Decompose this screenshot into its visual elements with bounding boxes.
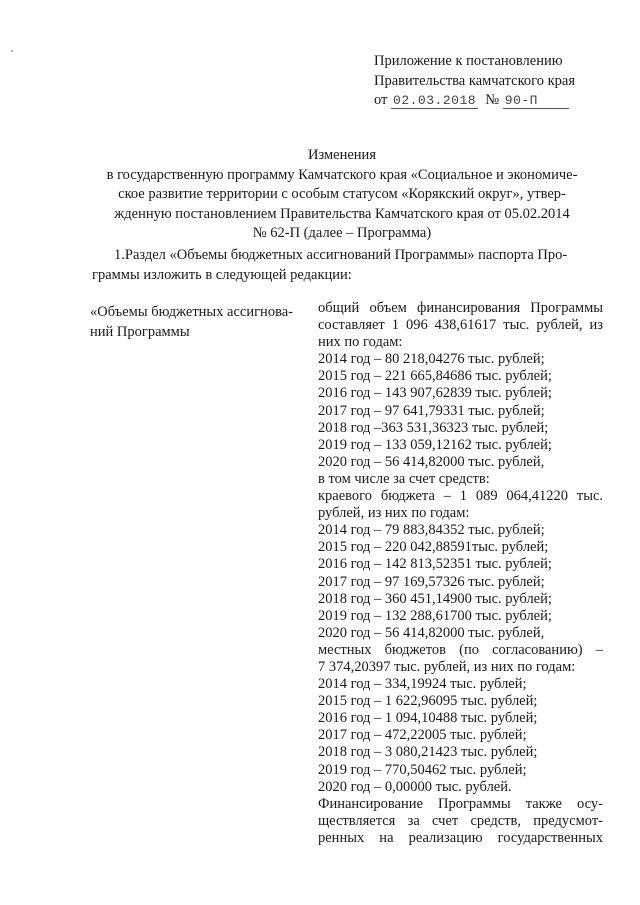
title-line: ское развитие территории с особым статусом «Корякский округ», утвер- (118, 186, 566, 202)
section-label-line: ний Программы (90, 323, 190, 340)
document-date: 02.03.2018 (393, 93, 477, 108)
funding-line: ществляется за счет средств, предусмот- (318, 812, 603, 829)
funding-line: 2016 год – 143 907,62839 тыс. рублей; (318, 385, 552, 402)
funding-line: 2017 год – 97 169,57326 тыс. рублей; (318, 573, 545, 590)
funding-line: ренных на реализацию государственных (318, 829, 603, 846)
paragraph-1-line: 1.Раздел «Объемы бюджетных ассигнований Программы» паспорта Про- (114, 247, 568, 263)
appendix-line-2: Правительства камчатского края (374, 72, 576, 89)
funding-line: краевого бюджета – 1 089 064,41220 тыс. (318, 488, 603, 505)
document-title (62, 146, 622, 244)
date-prefix: от (374, 92, 388, 108)
funding-line: 2015 год – 1 622,96095 тыс. рублей; (318, 693, 538, 710)
funding-line: рублей, из них по годам: (318, 505, 470, 522)
funding-line: 2016 год – 1 094,10488 тыс. рублей; (318, 710, 538, 727)
funding-line: 2014 год – 79 883,84352 тыс. рублей; (318, 522, 545, 539)
funding-line: 2020 год – 56 414,82000 тыс. рублей, (318, 624, 545, 641)
funding-line: 2017 год – 97 641,79331 тыс. рублей; (318, 402, 545, 419)
title-line: жденную постановлением Правительства Камчатского края от 05.02.2014 (114, 205, 570, 222)
funding-line: 2020 год – 56 414,82000 тыс. рублей, (318, 453, 545, 470)
funding-line: Финансирование Программы также осу- (318, 795, 603, 812)
number-prefix: № (485, 92, 500, 108)
appendix-line-1: Приложение к постановлению (374, 53, 563, 69)
funding-line: 2019 год – 132 288,61700 тыс. рублей; (318, 607, 552, 624)
appendix-date-line (374, 91, 575, 111)
funding-line: 2020 год – 0,00000 тыс. рублей. (318, 778, 512, 795)
title-heading: Изменения (308, 147, 376, 163)
funding-line: общий объем финансирования Программы (318, 300, 603, 316)
funding-line: них по годам: (318, 334, 403, 351)
appendix-header (374, 52, 575, 111)
funding-line: 2016 год – 142 813,52351 тыс. рублей; (318, 556, 552, 573)
funding-line: 2015 год – 221 665,84686 тыс. рублей; (318, 368, 552, 385)
funding-line: 2019 год – 133 059,12162 тыс. рублей; (318, 436, 552, 453)
funding-line: 7 374,20397 тыс. рублей, из них по годам: (318, 658, 576, 675)
funding-line: 2019 год – 770,50462 тыс. рублей; (318, 761, 527, 778)
funding-line: 2018 год – 360 451,14900 тыс. рублей; (318, 590, 552, 607)
funding-line: 2018 год –363 531,36323 тыс. рублей; (318, 419, 549, 436)
section-label-line: «Объемы бюджетных ассигнова- (90, 304, 293, 320)
scan-speck (11, 50, 13, 52)
funding-line: 2017 год – 472,22005 тыс. рублей; (318, 727, 527, 744)
funding-line: 2014 год – 334,19924 тыс. рублей; (318, 676, 527, 693)
funding-line: 2014 год – 80 218,04276 тыс. рублей; (318, 351, 545, 368)
funding-details (318, 300, 603, 847)
funding-line: местных бюджетов (по согласованию) – (318, 641, 603, 658)
funding-line: в том числе за счет средств: (318, 470, 490, 487)
funding-line: 2015 год – 220 042,88591тыс. рублей; (318, 539, 549, 556)
paragraph-1 (62, 246, 622, 285)
funding-line: 2018 год – 3 080,21423 тыс. рублей; (318, 744, 538, 761)
document-number: 90-П (504, 93, 538, 108)
title-line: № 62-П (далее – Программа) (252, 225, 432, 241)
title-line: в государственную программу Камчатского края «Социальное и экономиче- (106, 166, 578, 183)
section-label (90, 303, 293, 342)
paragraph-1-line: граммы изложить в следующей редакции: (92, 266, 352, 283)
funding-line: составляет 1 096 438,61617 тыс. рублей, из (318, 317, 603, 334)
